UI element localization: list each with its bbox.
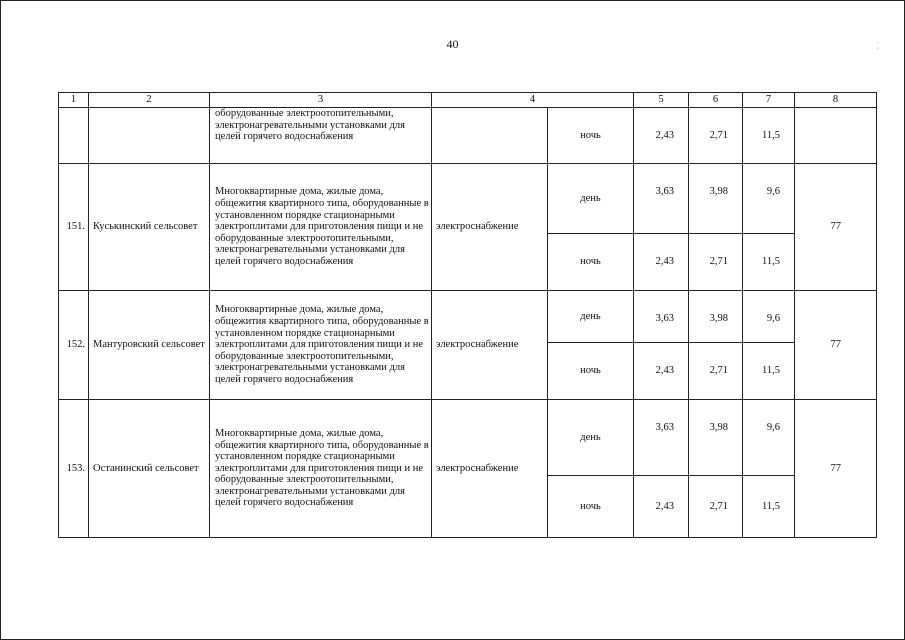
- cell-name: Куськинский сельсовет: [89, 164, 210, 291]
- table-row-153-day: [59, 400, 877, 476]
- cell-category: Многоквартирные дома, жилые дома, общежития квартирного типа, оборудованные в установленном порядке стационарными электроплитами для приготовления пищи и не оборудованные электроотопительными, электронагревательными установками для целей горячего водоснабжения: [210, 291, 432, 400]
- cell-col7: 11,5: [743, 476, 795, 538]
- cell-col8: 77: [795, 164, 877, 291]
- cell-col6: 2,71: [689, 476, 743, 538]
- cell-col5: 3,63: [634, 291, 689, 343]
- cell-category: Многоквартирные дома, жилые дома, общежития квартирного типа, оборудованные в установленном порядке стационарными электроплитами для приготовления пищи и не оборудованные электроотопительными, электронагревательными установками для целей горячего водоснабжения: [210, 164, 432, 291]
- cell-col6: 2,71: [689, 234, 743, 291]
- cell-col7: 11,5: [743, 234, 795, 291]
- cell-col7: 9,6: [743, 164, 795, 234]
- cell-col6: 3,98: [689, 400, 743, 476]
- cell-period-night: ночь: [548, 476, 634, 538]
- cell-period-day: день: [548, 291, 634, 343]
- cell-name: Останинский сельсовет: [89, 400, 210, 538]
- cell-category: Многоквартирные дома, жилые дома, общежития квартирного типа, оборудованные в установленном порядке стационарными электроплитами для приготовления пищи и не оборудованные электроотопительными, электронагревательными установками для целей горячего водоснабжения: [210, 400, 432, 538]
- cell-col7: 11,5: [743, 108, 795, 164]
- header-col-3: 3: [210, 93, 432, 108]
- header-col-4: 4: [432, 93, 634, 108]
- cell-period-day: день: [548, 164, 634, 234]
- cell-col8: 77: [795, 291, 877, 400]
- cell-col7: 9,6: [743, 400, 795, 476]
- header-row: [59, 93, 877, 108]
- cell-category: оборудованные электроотопительными, электронагревательными установками для целей горячего водоснабжения: [210, 108, 432, 164]
- cell-service: электроснабжение: [432, 400, 548, 538]
- cell-col7: 11,5: [743, 343, 795, 400]
- cell-service: электроснабжение: [432, 291, 548, 400]
- cell-col7: 9,6: [743, 291, 795, 343]
- cell-period-night: ночь: [548, 108, 634, 164]
- cell-num: 151.: [59, 164, 89, 291]
- cell-col6: 3,98: [689, 291, 743, 343]
- cell-col5: 2,43: [634, 343, 689, 400]
- cell-col6: 2,71: [689, 343, 743, 400]
- cell-num: [59, 108, 89, 164]
- table-row-152-day: [59, 291, 877, 343]
- cell-period-night: ночь: [548, 234, 634, 291]
- header-col-8: 8: [795, 93, 877, 108]
- cell-col6: 3,98: [689, 164, 743, 234]
- cell-col5: 2,43: [634, 476, 689, 538]
- cell-service: [432, 108, 548, 164]
- cell-col5: 3,63: [634, 164, 689, 234]
- cell-name: Мантуровский сельсовет: [89, 291, 210, 400]
- cell-col8: 77: [795, 400, 877, 538]
- header-col-6: 6: [689, 93, 743, 108]
- header-col-5: 5: [634, 93, 689, 108]
- tariff-table: [58, 92, 877, 538]
- cell-col8: [795, 108, 877, 164]
- table-row-continued: [59, 108, 877, 164]
- cell-period-night: ночь: [548, 343, 634, 400]
- cell-col6: 2,71: [689, 108, 743, 164]
- scan-mark: · ·: [871, 40, 883, 51]
- page-number: 40: [446, 37, 459, 51]
- header-col-1: 1: [59, 93, 89, 108]
- cell-period-day: день: [548, 400, 634, 476]
- cell-service: электроснабжение: [432, 164, 548, 291]
- header-col-2: 2: [89, 93, 210, 108]
- cell-num: 152.: [59, 291, 89, 400]
- cell-name: [89, 108, 210, 164]
- cell-col5: 3,63: [634, 400, 689, 476]
- cell-col5: 2,43: [634, 234, 689, 291]
- cell-col5: 2,43: [634, 108, 689, 164]
- cell-num: 153.: [59, 400, 89, 538]
- header-col-7: 7: [743, 93, 795, 108]
- table-row-151-day: [59, 164, 877, 234]
